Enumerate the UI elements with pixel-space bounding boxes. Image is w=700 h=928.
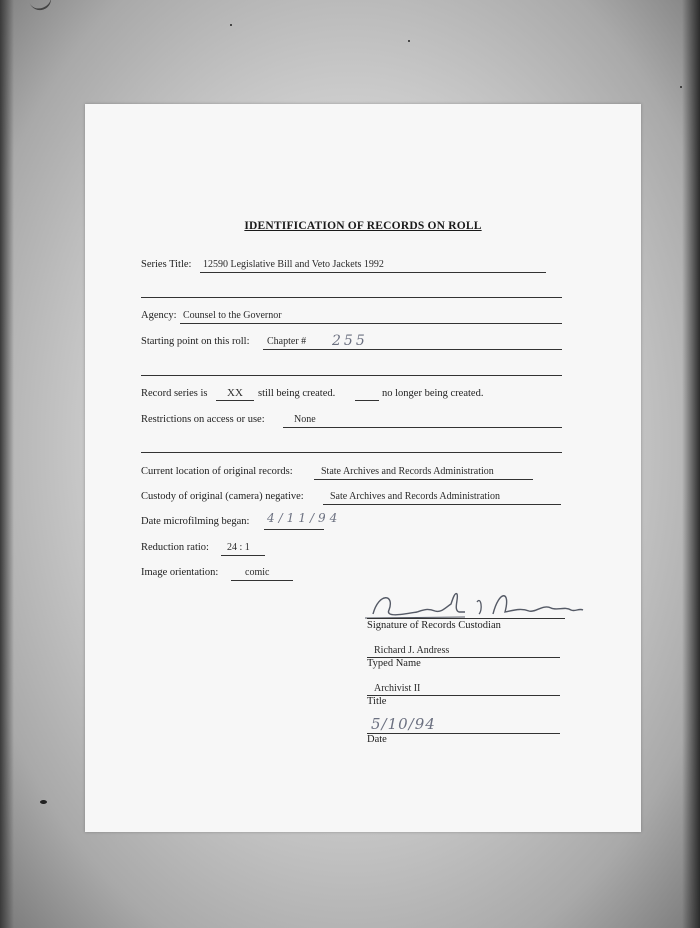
date-began-line: [264, 529, 324, 530]
agency-label: Agency:: [141, 310, 177, 321]
starting-point-line: [263, 349, 562, 350]
orientation-line: [231, 580, 293, 581]
reduction-line: [221, 555, 265, 556]
dust-speck: [680, 86, 682, 88]
typed-name-value: Richard J. Andress: [374, 645, 450, 656]
date-began-handwritten: 4/11/94: [267, 511, 342, 525]
orientation-value: comic: [245, 567, 270, 578]
series-title-value: 12590 Legislative Bill and Veto Jackets 1992: [203, 259, 384, 270]
film-edge-right: [682, 0, 700, 928]
title-label: Title: [367, 696, 387, 707]
signature-line: [367, 618, 565, 619]
film-edge-left: [0, 0, 14, 928]
signature-label: Signature of Records Custodian: [367, 620, 501, 631]
title-value: Archivist II: [374, 683, 421, 694]
series-title-label: Series Title:: [141, 259, 192, 270]
date-began-label: Date microfilming began:: [141, 516, 250, 527]
current-location-label: Current location of original records:: [141, 466, 293, 477]
starting-point-handwritten: 255: [332, 333, 368, 349]
title-line: [367, 695, 560, 696]
starting-point-value: Chapter #: [267, 336, 307, 347]
custody-label: Custody of original (camera) negative:: [141, 491, 304, 502]
record-series-no-longer-line: [355, 400, 379, 401]
date-label: Date: [367, 734, 387, 745]
date-line: [367, 733, 560, 734]
custody-line: [323, 504, 561, 505]
restrictions-value: None: [294, 414, 316, 425]
starting-point-label: Starting point on this roll:: [141, 336, 250, 347]
restrictions-line: [283, 427, 562, 428]
current-location-value: State Archives and Records Administration: [321, 466, 494, 477]
record-series-still-line: [216, 400, 254, 401]
record-series-label: Record series is: [141, 388, 208, 399]
no-longer-being-created-label: no longer being created.: [382, 388, 484, 399]
still-being-created-label: still being created.: [258, 388, 336, 399]
dust-speck: [230, 24, 232, 26]
agency-line: [180, 323, 562, 324]
custody-value: Sate Archives and Records Administration: [330, 491, 500, 502]
dust-speck: [408, 40, 410, 42]
series-title-line: [200, 272, 546, 273]
reduction-value: 24 : 1: [227, 542, 250, 553]
blank-line-3: [141, 452, 562, 453]
blank-line-2: [141, 375, 562, 376]
blank-line-1: [141, 297, 562, 298]
current-location-line: [314, 479, 533, 480]
typed-name-label: Typed Name: [367, 658, 421, 669]
form-title: IDENTIFICATION OF RECORDS ON ROLL: [244, 220, 482, 232]
form-page: [85, 104, 641, 832]
orientation-label: Image orientation:: [141, 567, 219, 578]
record-series-mark: XX: [227, 387, 243, 399]
reduction-label: Reduction ratio:: [141, 542, 209, 553]
dust-speck: [40, 800, 47, 804]
date-handwritten: 5/10/94: [371, 715, 436, 733]
agency-value: Counsel to the Governor: [183, 310, 282, 321]
restrictions-label: Restrictions on access or use:: [141, 414, 265, 425]
